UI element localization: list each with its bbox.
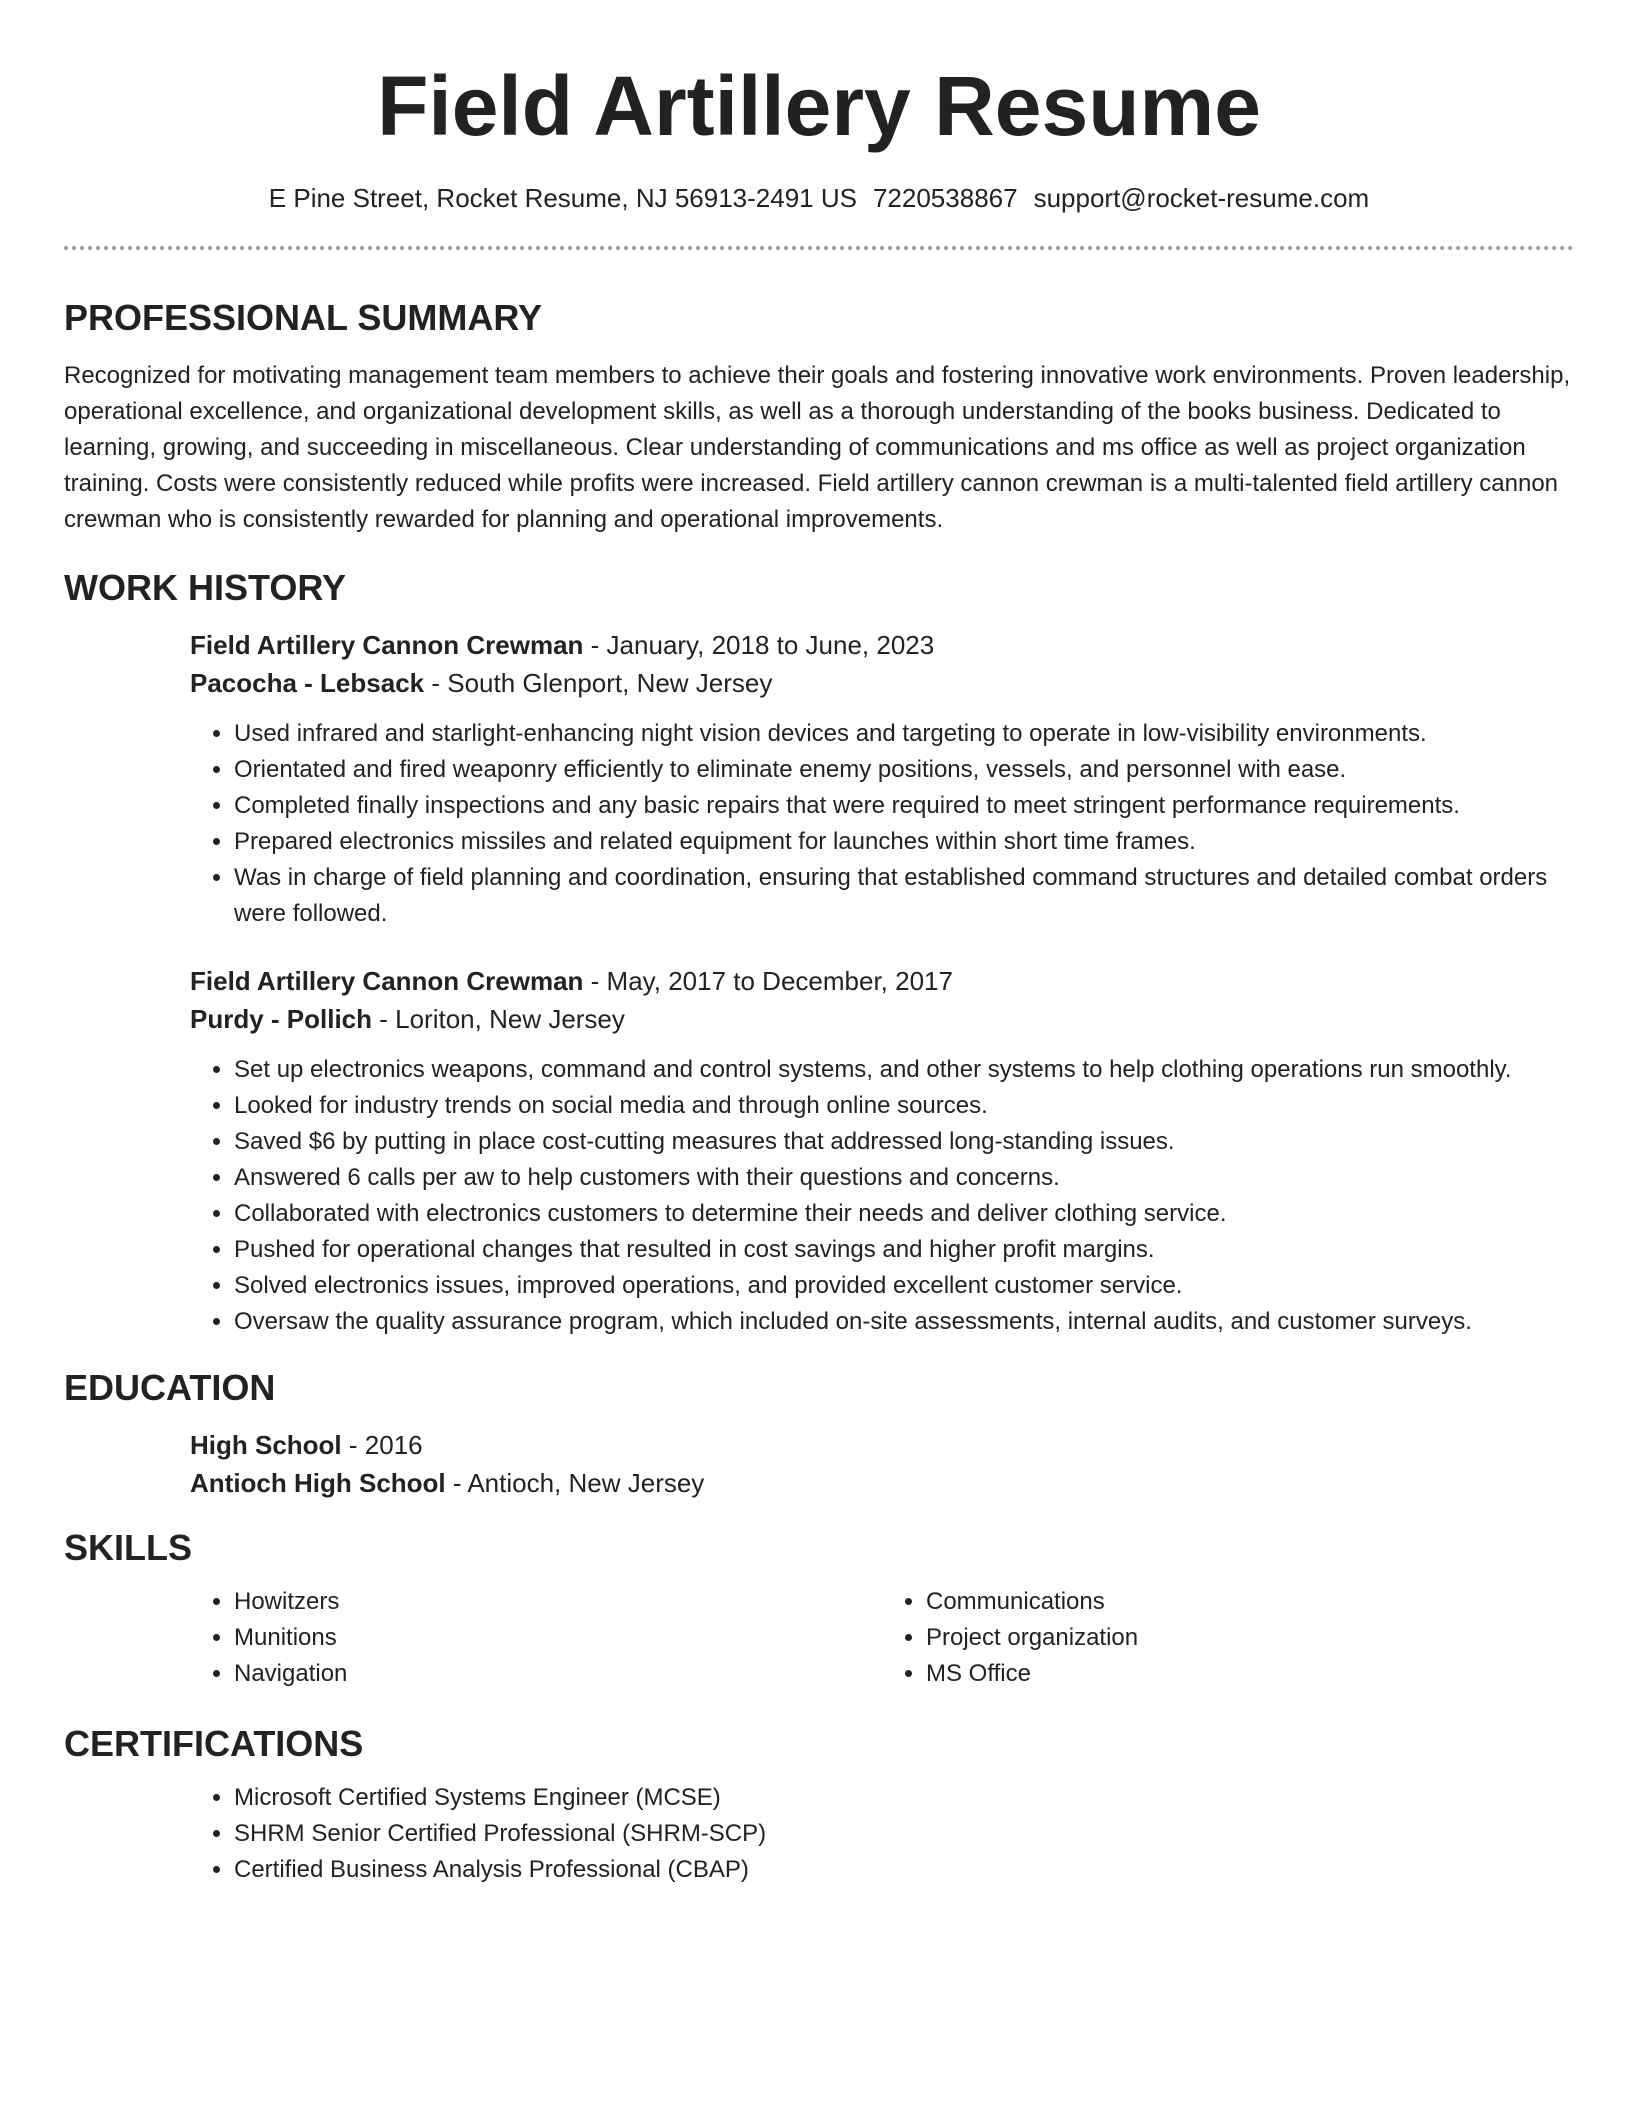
list-item: • Set up electronics weapons, command and control systems, and other systems to help clothing operations run smoothly. xyxy=(234,1052,1574,1088)
summary-text: Recognized for motivating management team members to achieve their goals and fostering innovative work environments. Proven leadership, operational excellence, and organizational development skills, as well as a thorough understanding of the books business. Dedicated to learning, growing, and succeeding in miscellaneous. Clear understanding of communications and ms office as well as project organization training. Costs were consistently reduced while profits were increased. Field artillery cannon crewman is a multi-talented field artillery cannon crewman who is consistently rewarded for planning and operational improvements. xyxy=(64,362,1571,533)
education-year: - 2016 xyxy=(341,1430,423,1460)
job-company-line xyxy=(190,1000,1574,1038)
education-school-line xyxy=(190,1464,1574,1502)
job-dates: - January, 2018 to June, 2023 xyxy=(583,630,935,660)
resume-page xyxy=(64,0,1574,1888)
list-item: • Orientated and fired weaponry efficiently to eliminate enemy positions, vessels, and personnel with ease. xyxy=(234,752,1574,788)
list-item: • Pushed for operational changes that resulted in cost savings and higher profit margins. xyxy=(234,1232,1574,1268)
job-company-line xyxy=(190,664,1574,702)
list-item: • Was in charge of field planning and coordination, ensuring that established command structures and detailed combat orders were followed. xyxy=(234,860,1574,932)
contact-email[interactable]: support@rocket-resume.com xyxy=(1033,183,1370,213)
job-bullets xyxy=(190,1052,1574,1340)
skill-item: • Project organization xyxy=(926,1620,1574,1656)
header-divider xyxy=(64,246,1574,250)
list-item: • Looked for industry trends on social media and through online sources. xyxy=(234,1088,1574,1124)
resume-title: Field Artillery Resume xyxy=(377,59,1261,153)
job-title: Field Artillery Cannon Crewman xyxy=(190,966,584,996)
education-degree: High School xyxy=(190,1430,342,1460)
summary-heading: PROFESSIONAL SUMMARY xyxy=(64,297,543,338)
certifications-entry xyxy=(190,1780,1574,1888)
education-school: Antioch High School xyxy=(190,1468,446,1498)
list-item: • Solved electronics issues, improved operations, and provided excellent customer service. xyxy=(234,1268,1574,1304)
certification-item: • Certified Business Analysis Professional (CBAP) xyxy=(234,1852,1574,1888)
certification-item: • SHRM Senior Certified Professional (SHRM-SCP) xyxy=(234,1816,1574,1852)
certification-item: • Microsoft Certified Systems Engineer (MCSE) xyxy=(234,1780,1574,1816)
work-history-heading: WORK HISTORY xyxy=(64,567,347,608)
job-entry xyxy=(190,626,1574,932)
job-company: Pacocha - Lebsack xyxy=(190,668,425,698)
skill-item: • MS Office xyxy=(926,1656,1574,1692)
list-item: • Collaborated with electronics customers to determine their needs and deliver clothing service. xyxy=(234,1196,1574,1232)
skill-item: • Navigation xyxy=(234,1656,882,1692)
list-item: • Prepared electronics missiles and related equipment for launches within short time frames. xyxy=(234,824,1574,860)
certifications-list xyxy=(190,1780,1574,1888)
contact-phone: 7220538867 xyxy=(872,183,1018,213)
list-item: • Oversaw the quality assurance program, which included on-site assessments, internal audits, and customer surveys. xyxy=(234,1304,1574,1340)
list-item: • Used infrared and starlight-enhancing night vision devices and targeting to operate in low-visibility environments. xyxy=(234,716,1574,752)
education-entry xyxy=(190,1426,1574,1502)
skills-heading: SKILLS xyxy=(64,1527,193,1568)
job-title-line xyxy=(190,626,1574,664)
list-item: • Saved $6 by putting in place cost-cutting measures that addressed long-standing issues. xyxy=(234,1124,1574,1160)
job-location: - South Glenport, New Jersey xyxy=(424,668,773,698)
list-item: • Completed finally inspections and any basic repairs that were required to meet stringent performance requirements. xyxy=(234,788,1574,824)
skill-item: • Howitzers xyxy=(234,1584,882,1620)
skills-list xyxy=(190,1584,1574,1692)
job-dates: - May, 2017 to December, 2017 xyxy=(583,966,953,996)
education-location: - Antioch, New Jersey xyxy=(445,1468,705,1498)
skills-column-right xyxy=(882,1584,1574,1692)
education-degree-line xyxy=(190,1426,1574,1464)
job-company: Purdy - Pollich xyxy=(190,1004,373,1034)
list-item: • Answered 6 calls per aw to help customers with their questions and concerns. xyxy=(234,1160,1574,1196)
job-title-line xyxy=(190,962,1574,1000)
education-heading: EDUCATION xyxy=(64,1367,276,1408)
contact-line xyxy=(64,182,1574,214)
skill-item: • Munitions xyxy=(234,1620,882,1656)
skill-item: • Communications xyxy=(926,1584,1574,1620)
certifications-heading: CERTIFICATIONS xyxy=(64,1723,364,1764)
job-entry xyxy=(190,962,1574,1340)
skills-column-left xyxy=(190,1584,882,1692)
job-location: - Loriton, New Jersey xyxy=(372,1004,625,1034)
job-bullets xyxy=(190,716,1574,932)
contact-address: E Pine Street, Rocket Resume, NJ 56913-2491 US xyxy=(268,183,857,213)
job-title: Field Artillery Cannon Crewman xyxy=(190,630,584,660)
